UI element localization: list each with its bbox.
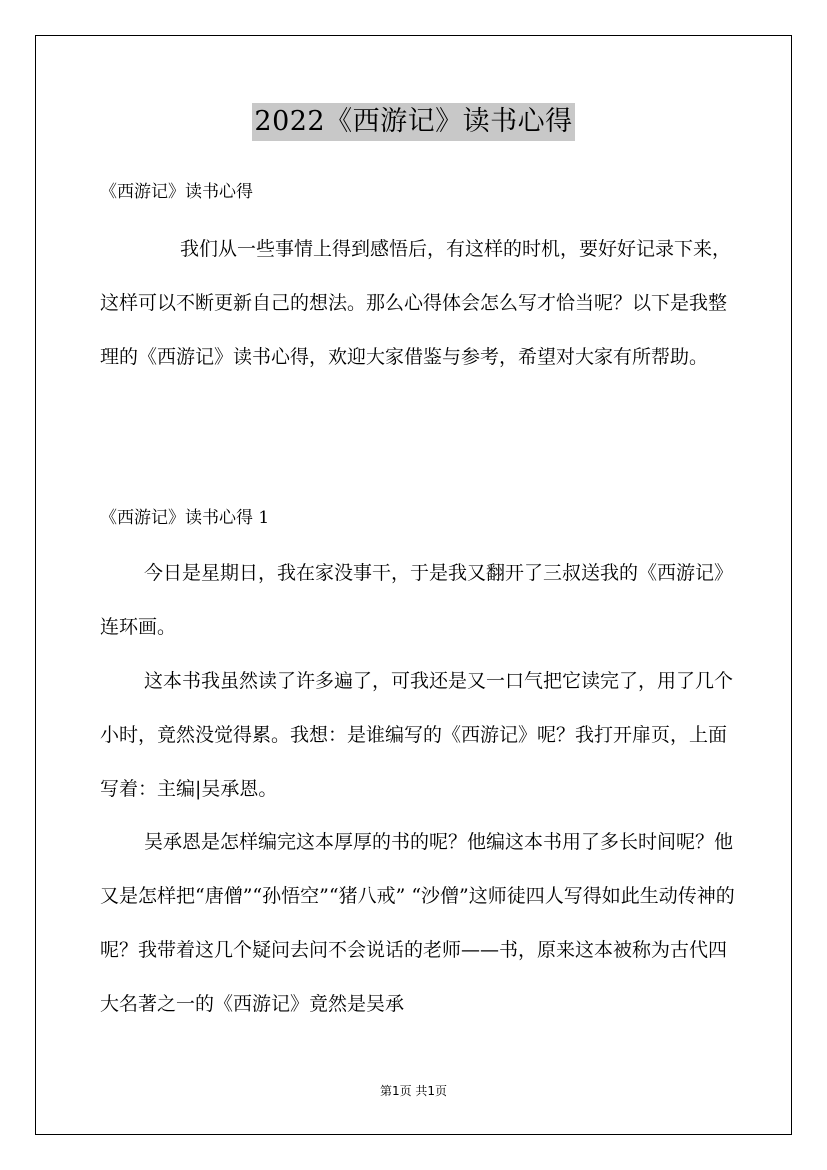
body-paragraph-3: 吴承恩是怎样编完这本厚厚的书的呢？他编这本书用了多长时间呢？他又是怎样把“唐僧”“孙悟空”“猪八戒” “沙僧”这师徒四人写得如此生动传神的呢？我带着这几个疑问去问不会说话的老师——书，原来这本被称为古代四大名著之一的《西游记》竟然是吴承: [100, 831, 735, 1015]
title-container: [0, 103, 827, 141]
intro-text: 我们从一些事情上得到感悟后，有这样的时机，要好好记录下来，这样可以不断更新自己的想法。那么心得体会怎么写才恰当呢？以下是我整理的《西游记》读书心得，欢迎大家借鉴与参考，希望对大家有所帮助。: [100, 238, 732, 368]
document-title: 2022《西游记》读书心得: [252, 103, 574, 141]
body-paragraph-2: 这本书我虽然读了许多遍了，可我还是又一口气把它读完了，用了几个小时，竟然没觉得累。我想：是谁编写的《西游记》呢？我打开扉页，上面写着：主编|吴承恩。: [100, 670, 734, 800]
page-footer: 第1页 共1页: [379, 1084, 448, 1098]
document-subtitle: 《西游记》读书心得: [100, 182, 253, 202]
intro-paragraph: [100, 222, 740, 384]
section-heading: 《西游记》读书心得 1: [100, 508, 270, 528]
body-paragraph-1: 今日是星期日，我在家没事干，于是我又翻开了三叔送我的《西游记》连环画。: [100, 562, 734, 638]
